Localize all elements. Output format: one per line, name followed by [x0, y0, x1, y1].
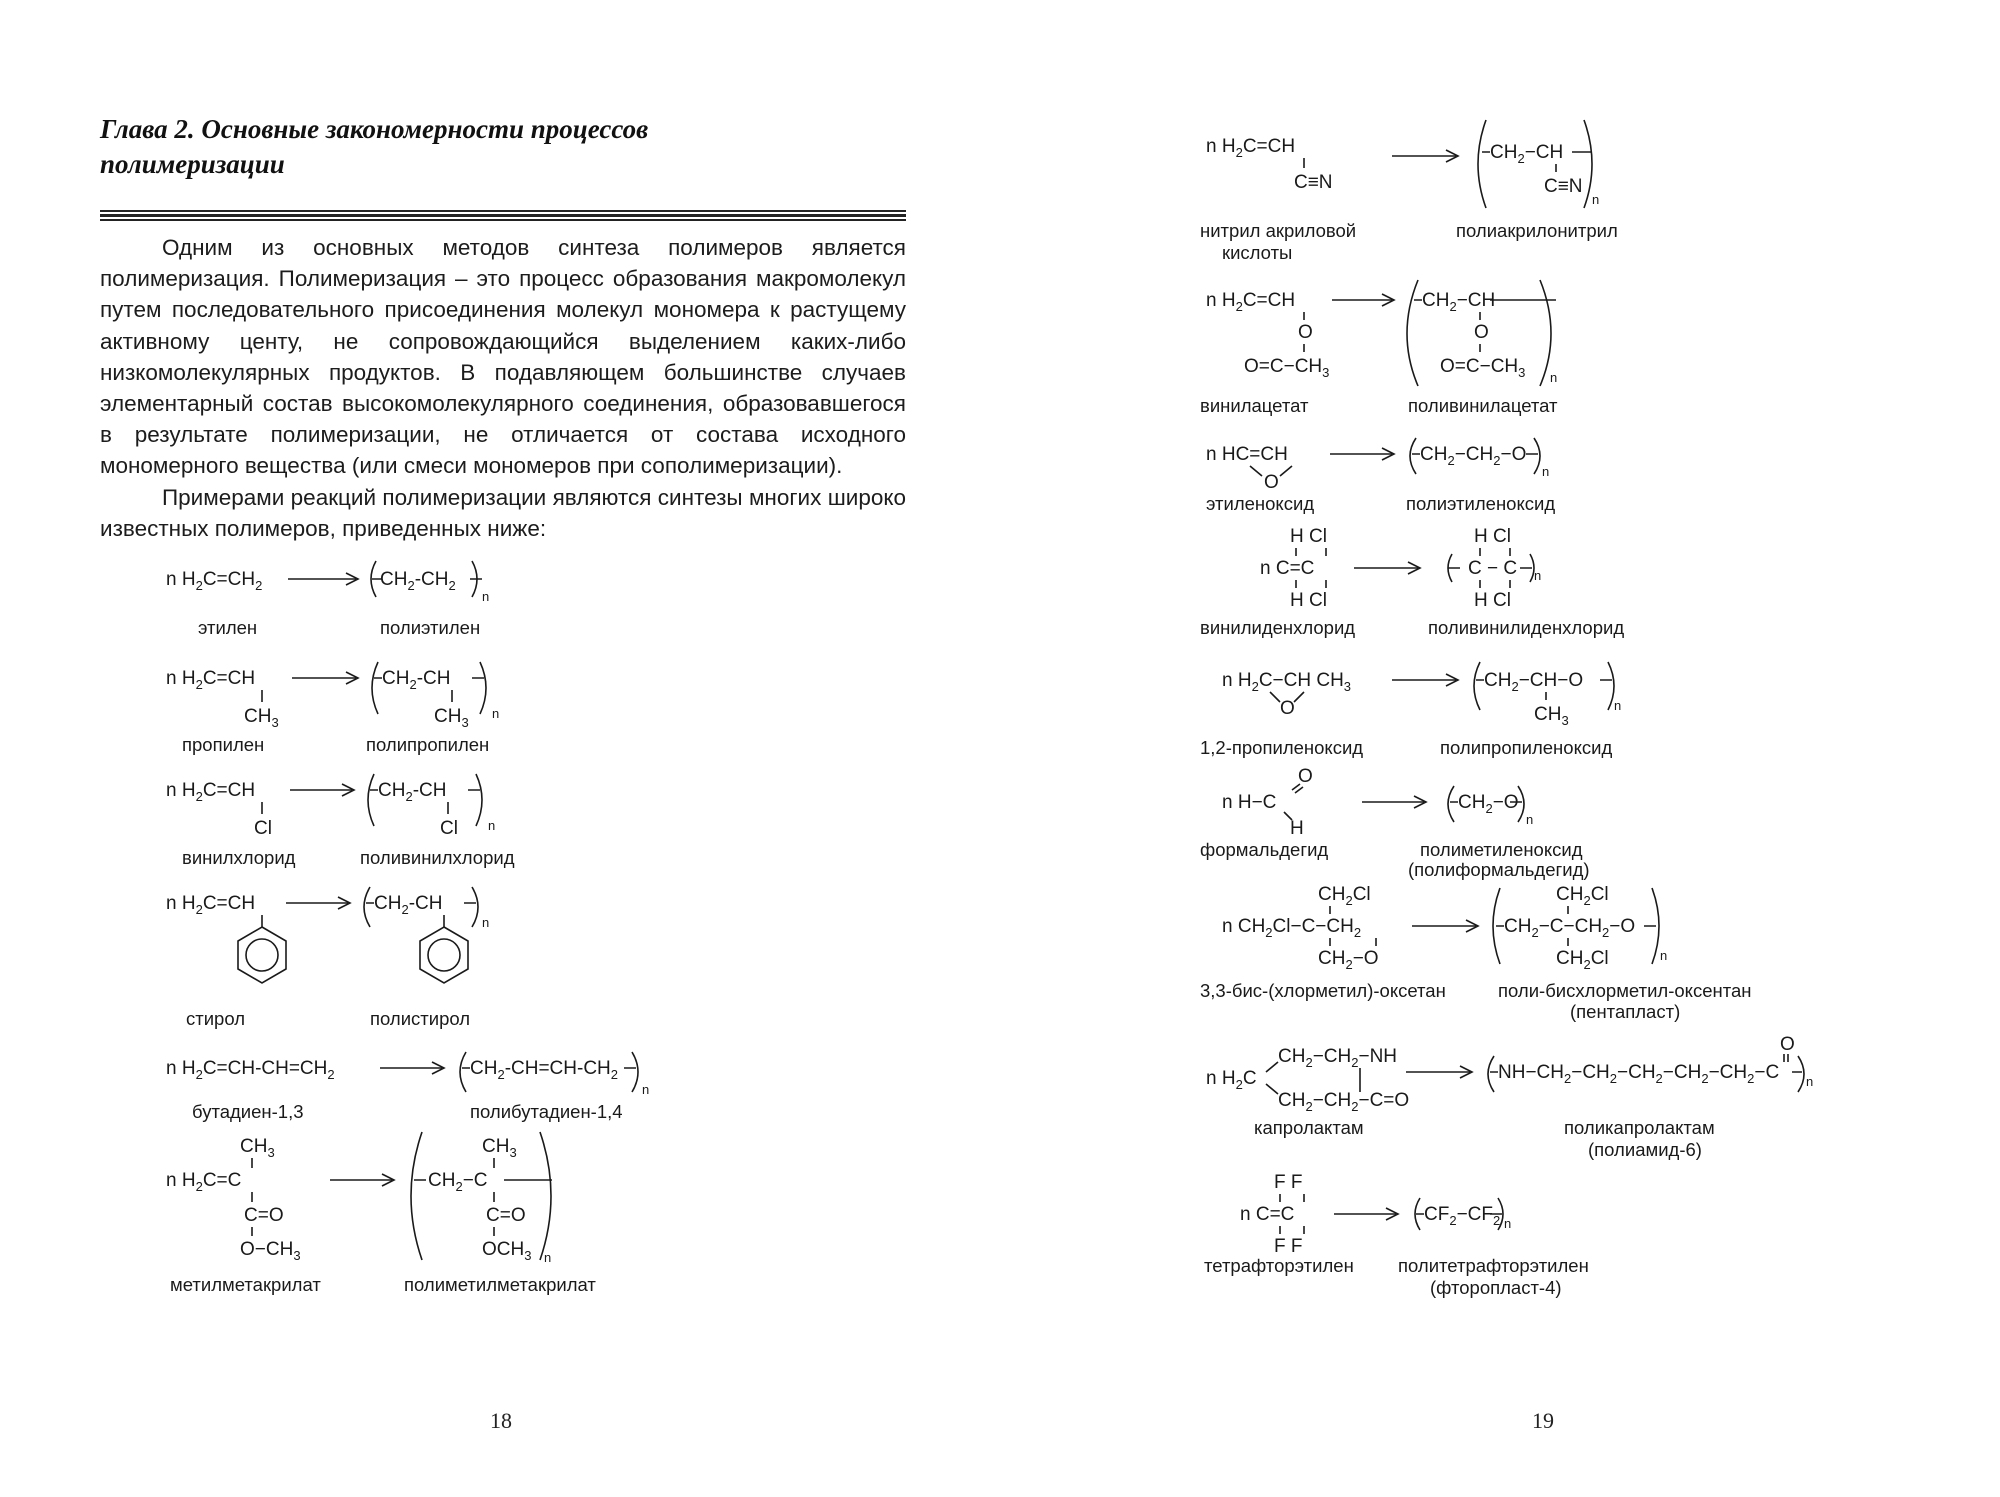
monomer-bottom-atoms: F F: [1274, 1236, 1303, 1257]
reaction-styrene: [160, 885, 520, 1045]
monomer-name: капролактам: [1254, 1117, 1364, 1138]
substituent: $CH_3$: [434, 706, 469, 730]
monomer-name: стирол: [186, 1008, 246, 1029]
left-bracket: [1415, 1198, 1424, 1230]
monomer-formula: n $H_2C=CH-CH=CH_2$: [166, 1058, 335, 1082]
oxygen: O: [1474, 322, 1489, 343]
subscript-n: n: [488, 818, 496, 833]
polymer-name: полистирол: [370, 1008, 471, 1029]
oxygen: O: [1780, 1034, 1795, 1055]
left-bracket: [1410, 438, 1420, 474]
reaction-tetrafluoroethylene: [1200, 1168, 1640, 1308]
right-bracket: [1526, 438, 1540, 474]
right-bracket: [1644, 888, 1659, 964]
substituent: $CH_3$: [482, 1136, 517, 1160]
monomer-formula: n HC=CH: [1206, 444, 1288, 465]
aromatic-circle: [428, 939, 460, 971]
polymer-formula: $CF_2-CF_2$: [1424, 1204, 1501, 1228]
monomer-bottom-atoms: H Cl: [1290, 590, 1327, 611]
subscript-n: n: [1550, 370, 1558, 385]
title-rule-bottom: [100, 219, 906, 221]
monomer-name: формальдегид: [1200, 839, 1329, 860]
monomer-name-line-2: кислоты: [1222, 242, 1293, 263]
subscript-n: n: [1614, 698, 1622, 713]
monomer-name: пропилен: [182, 734, 265, 755]
monomer-formula: n $H_2C=CH$: [1206, 136, 1296, 160]
monomer-name: винилиденхлорид: [1200, 617, 1356, 638]
right-bracket: [1520, 554, 1534, 582]
chapter-title: [100, 112, 920, 182]
reaction-vinylidene-chloride: [1200, 522, 1640, 642]
monomer-name: винилацетат: [1200, 395, 1309, 416]
monomer-formula: n $H_2C=CH$: [166, 893, 256, 917]
subscript-n: n: [1542, 464, 1550, 479]
ester-group: C=O: [486, 1205, 526, 1226]
polymer-name: полиметиленоксид: [1420, 839, 1583, 860]
ring-closure: $CH_2-O$: [1318, 948, 1379, 972]
monomer-formula: n $H_2C=CH$: [166, 780, 256, 804]
monomer-formula: n $CH_2Cl-C-CH_2$: [1222, 916, 1362, 940]
monomer-name: бутадиен-1,3: [192, 1101, 304, 1122]
polymer-name-line-2: (фторопласт-4): [1430, 1277, 1562, 1298]
left-bracket: [1488, 1056, 1498, 1092]
polymer-name: полиакрилонитрил: [1456, 220, 1618, 241]
subscript-n: n: [482, 589, 490, 604]
reaction-vinyl-acetate: [1200, 282, 1640, 422]
oxygen: O: [1280, 698, 1295, 719]
substituent: $CH_2Cl$: [1318, 884, 1371, 908]
hydrogen: H: [1290, 818, 1304, 839]
right-bracket: [470, 561, 482, 597]
reaction-oxetane: [1200, 880, 1752, 1030]
oxygen: O: [1298, 322, 1313, 343]
substituent: Cl: [254, 818, 272, 839]
polymer-name: полипропилен: [366, 734, 490, 755]
left-bracket: [364, 887, 374, 927]
right-bracket: [464, 887, 478, 927]
reaction-caprolactam: [1200, 1032, 1840, 1172]
substituent: $CH_2Cl$: [1556, 884, 1609, 908]
ring-bonds: [1266, 1062, 1278, 1094]
monomer-formula: n $H_2C$: [1206, 1068, 1257, 1092]
monomer-formula: n $H_2C=CH$: [1206, 290, 1296, 314]
left-bracket: [1478, 120, 1490, 208]
right-bracket: [1792, 1056, 1804, 1092]
polymer-name: поливинилхлорид: [360, 847, 515, 868]
polymer-top-atoms: H Cl: [1474, 526, 1511, 547]
polymer-name: полибутадиен-1,4: [470, 1101, 623, 1122]
polymer-name: поливинилиденхлорид: [1428, 617, 1625, 638]
left-bracket: [460, 1052, 470, 1092]
left-bracket: [1493, 888, 1504, 964]
left-bracket: [1448, 786, 1458, 822]
methoxy-group: $O-CH_3$: [240, 1239, 301, 1263]
right-bracket: [624, 1052, 638, 1092]
monomer-name: нитрил акриловой: [1200, 220, 1357, 241]
polymer-name: полипропиленоксид: [1440, 737, 1613, 758]
paragraph-1: Одним из основных методов синтеза полимеров является полимеризация. Полимеризация – это процесс образования макромолекул путем последовательного присоединения молекул мономера к растущему активному центу, не сопровождающийся выделением каких-либо низкомолекулярных продуктов. В подавляющем большинстве случаев элементарный состав высокомолекулярного соединения, образовавшегося в результате полимеризации, не отличается от состава исходного мономерного вещества (или смеси мономеров при сополимеризации).: [100, 235, 906, 479]
reaction-propylene: [160, 660, 520, 760]
reaction-formaldehyde: [1200, 762, 1620, 882]
polymer-formula: $CH_2-CH$: [374, 893, 443, 917]
monomer-name: метилметакрилат: [170, 1274, 321, 1295]
monomer-name: винилхлорид: [182, 847, 296, 868]
reaction-methyl-methacrylate: [160, 1128, 600, 1298]
polymer-formula: $CH_2-CH$: [1490, 142, 1564, 166]
left-bracket: [372, 662, 382, 714]
polymer-name: поливинилацетат: [1408, 395, 1558, 416]
paragraph-2: Примерами реакций полимеризации являются синтезы многих широко известных полимеров, приведенных ниже:: [100, 484, 906, 541]
reaction-vinyl-chloride: [160, 772, 520, 872]
monomer-name: 3,3-бис-(хлорметил)-оксетан: [1200, 980, 1446, 1001]
ring-bottom-chain: $CH_2-CH_2-C=O$: [1278, 1090, 1410, 1114]
left-bracket: [1474, 662, 1484, 710]
page-number-right: 19: [1532, 1408, 1554, 1433]
monomer-formula: n $H_2C=CH$: [166, 668, 256, 692]
monomer-name: этиленоксид: [1206, 493, 1315, 514]
polymer-formula: $CH_2-CH$: [1422, 290, 1496, 314]
acetate-group: $O=C-CH_3$: [1440, 356, 1526, 380]
body-text: [100, 232, 906, 544]
methoxy-group: $OCH_3$: [482, 1239, 532, 1263]
polymer-name: полиметилметакрилат: [404, 1274, 596, 1295]
polymer-name-line-2: (полиформальдегид): [1408, 859, 1590, 880]
monomer-name: этилен: [198, 617, 258, 638]
substituent: $CH_3$: [240, 1136, 275, 1160]
polymer-formula: $CH_2-CH_2$: [380, 569, 456, 593]
subscript-n: n: [1806, 1074, 1814, 1089]
monomer-formula: n $H_2C=C$: [166, 1170, 242, 1194]
left-bracket: [411, 1132, 426, 1260]
monomer-name: тетрафторэтилен: [1204, 1255, 1354, 1276]
polymer-formula: $CH_2-CH=CH-CH_2$: [470, 1058, 618, 1082]
reaction-acrylonitrile: [1200, 128, 1640, 268]
chapter-title-line-1: Глава 2. Основные закономерности процессов: [100, 114, 649, 144]
monomer-top-atoms: H Cl: [1290, 526, 1327, 547]
polymer-formula: $NH-CH_2-CH_2-CH_2-CH_2-CH_2-C$: [1498, 1062, 1780, 1086]
polymer-name: полиэтилен: [380, 617, 481, 638]
title-rule-middle: [100, 214, 906, 217]
monomer-name: 1,2-пропиленоксид: [1200, 737, 1364, 758]
polymer-name: поликапролактам: [1564, 1117, 1715, 1138]
oxygen: O: [1298, 766, 1313, 787]
polymer-formula: $CH_2-CH$: [382, 668, 451, 692]
right-page: [1000, 0, 2000, 1497]
polymer-name: поли-бисхлорметил-оксентан: [1498, 980, 1752, 1001]
polymer-formula: $CH_2-CH_2-O$: [1420, 444, 1527, 468]
monomer-formula: n C=C: [1260, 558, 1315, 579]
oxygen: O: [1264, 472, 1279, 493]
polymer-formula: $CH_2-C-CH_2-O$: [1504, 916, 1636, 940]
subscript-n: n: [1526, 812, 1534, 827]
page-number-left: 18: [490, 1408, 512, 1433]
monomer-formula: n H−C: [1222, 792, 1277, 813]
right-bracket: [540, 1132, 551, 1260]
chapter-title-line-2: полимеризации: [100, 149, 285, 179]
monomer-formula: n C=C: [1240, 1204, 1295, 1225]
polymer-name: политетрафторэтилен: [1398, 1255, 1589, 1276]
polymer-formula: $CH_2-C$: [428, 1170, 488, 1194]
monomer-formula: n $H_2C=CH_2$: [166, 569, 263, 593]
left-bracket: [1448, 554, 1460, 582]
polymer-formula: $CH_2-O$: [1458, 792, 1519, 816]
subscript-n: n: [492, 706, 500, 721]
polymer-formula: C − C: [1468, 558, 1518, 579]
acetate-group: $O=C-CH_3$: [1244, 356, 1330, 380]
nitrile-group: C≡N: [1544, 176, 1583, 197]
left-bracket: [1407, 280, 1422, 386]
polymer-formula: $CH_2-CH$: [378, 780, 447, 804]
monomer-formula: n $H_2C-CH$ $CH_3$: [1222, 670, 1352, 694]
subscript-n: n: [544, 1250, 552, 1265]
right-bracket: [1584, 120, 1592, 208]
reaction-propylene-oxide: [1200, 662, 1660, 762]
right-bracket: [468, 774, 482, 826]
substituent: $CH_3$: [244, 706, 279, 730]
subscript-n: n: [1534, 568, 1542, 583]
aromatic-circle: [246, 939, 278, 971]
right-bracket: [1600, 662, 1614, 710]
reaction-ethylene: [160, 555, 520, 645]
polymer-name-line-2: (полиамид-6): [1588, 1139, 1702, 1160]
reaction-butadiene: [160, 1050, 680, 1130]
ring-top-chain: $CH_2-CH_2-NH$: [1278, 1046, 1398, 1070]
ester-group: C=O: [244, 1205, 284, 1226]
subscript-n: n: [1660, 948, 1668, 963]
substituent: $CH_3$: [1534, 704, 1569, 728]
monomer-top-atoms: F F: [1274, 1172, 1303, 1193]
subscript-n: n: [1592, 192, 1600, 207]
polymer-formula: $CH_2-CH-O$: [1484, 670, 1584, 694]
nitrile-group: C≡N: [1294, 172, 1333, 193]
polymer-name: полиэтиленоксид: [1406, 493, 1556, 514]
title-rule-top: [100, 210, 906, 212]
right-bracket: [472, 662, 486, 714]
reaction-ethylene-oxide: [1200, 436, 1620, 526]
subscript-n: n: [482, 915, 490, 930]
substituent: Cl: [440, 818, 458, 839]
subscript-n: n: [642, 1082, 650, 1097]
polymer-name-line-2: (пентапласт): [1570, 1001, 1681, 1022]
left-bracket: [368, 774, 378, 826]
substituent: $CH_2Cl$: [1556, 948, 1609, 972]
double-bond: [1784, 1054, 1788, 1062]
polymer-bottom-atoms: H Cl: [1474, 590, 1511, 611]
subscript-n: n: [1504, 1216, 1512, 1231]
